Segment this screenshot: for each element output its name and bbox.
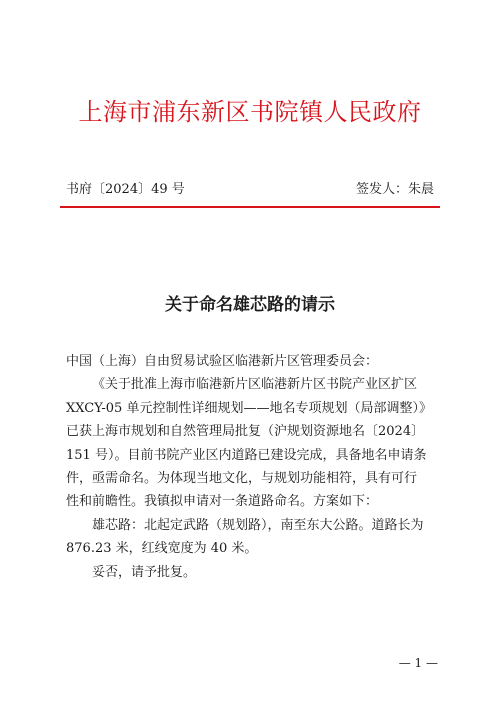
- paragraph-line: 《关于批准上海市临港新片区临港新片区书院产业区扩区: [92, 377, 418, 393]
- road-proposal-line: 雄芯路：北起定武路（规划路），南至东大公路。道路长为: [92, 517, 424, 533]
- paragraph-line: XXCY-05 单元控制性详细规划——地名专项规划（局部调整）》: [66, 400, 432, 416]
- red-divider-line: [60, 206, 440, 208]
- document-subject: 关于命名雄芯路的请示: [165, 295, 335, 315]
- road-proposal-line: 876.23 米，红线宽度为 40 米。: [66, 541, 258, 557]
- paragraph-line: 151 号）。目前书院产业区内道路已建设完成，具备地名申请条: [66, 447, 427, 463]
- recipient-line: 中国（上海）自由贸易试验区临港新片区管理委员会：: [66, 354, 379, 369]
- paragraph-line: 性和前瞻性。我镇拟申请对一条道路命名。方案如下：: [66, 494, 379, 510]
- signer-label: 签发人：朱晨: [355, 182, 434, 197]
- paragraph-line: 已获上海市规划和自然管理局批复（沪规划资源地名〔2024〕: [66, 424, 425, 440]
- closing-line: 妥否，请予批复。: [92, 564, 197, 580]
- issuing-authority-title: 上海市浦东新区书院镇人民政府: [78, 98, 422, 126]
- page-number: — 1 —: [398, 656, 438, 670]
- document-body: [66, 350, 436, 584]
- document-number: 书府〔2024〕49 号: [66, 182, 185, 197]
- paragraph-line: 件，亟需命名。为体现当地文化，与规划功能相符，具有可行: [66, 471, 418, 487]
